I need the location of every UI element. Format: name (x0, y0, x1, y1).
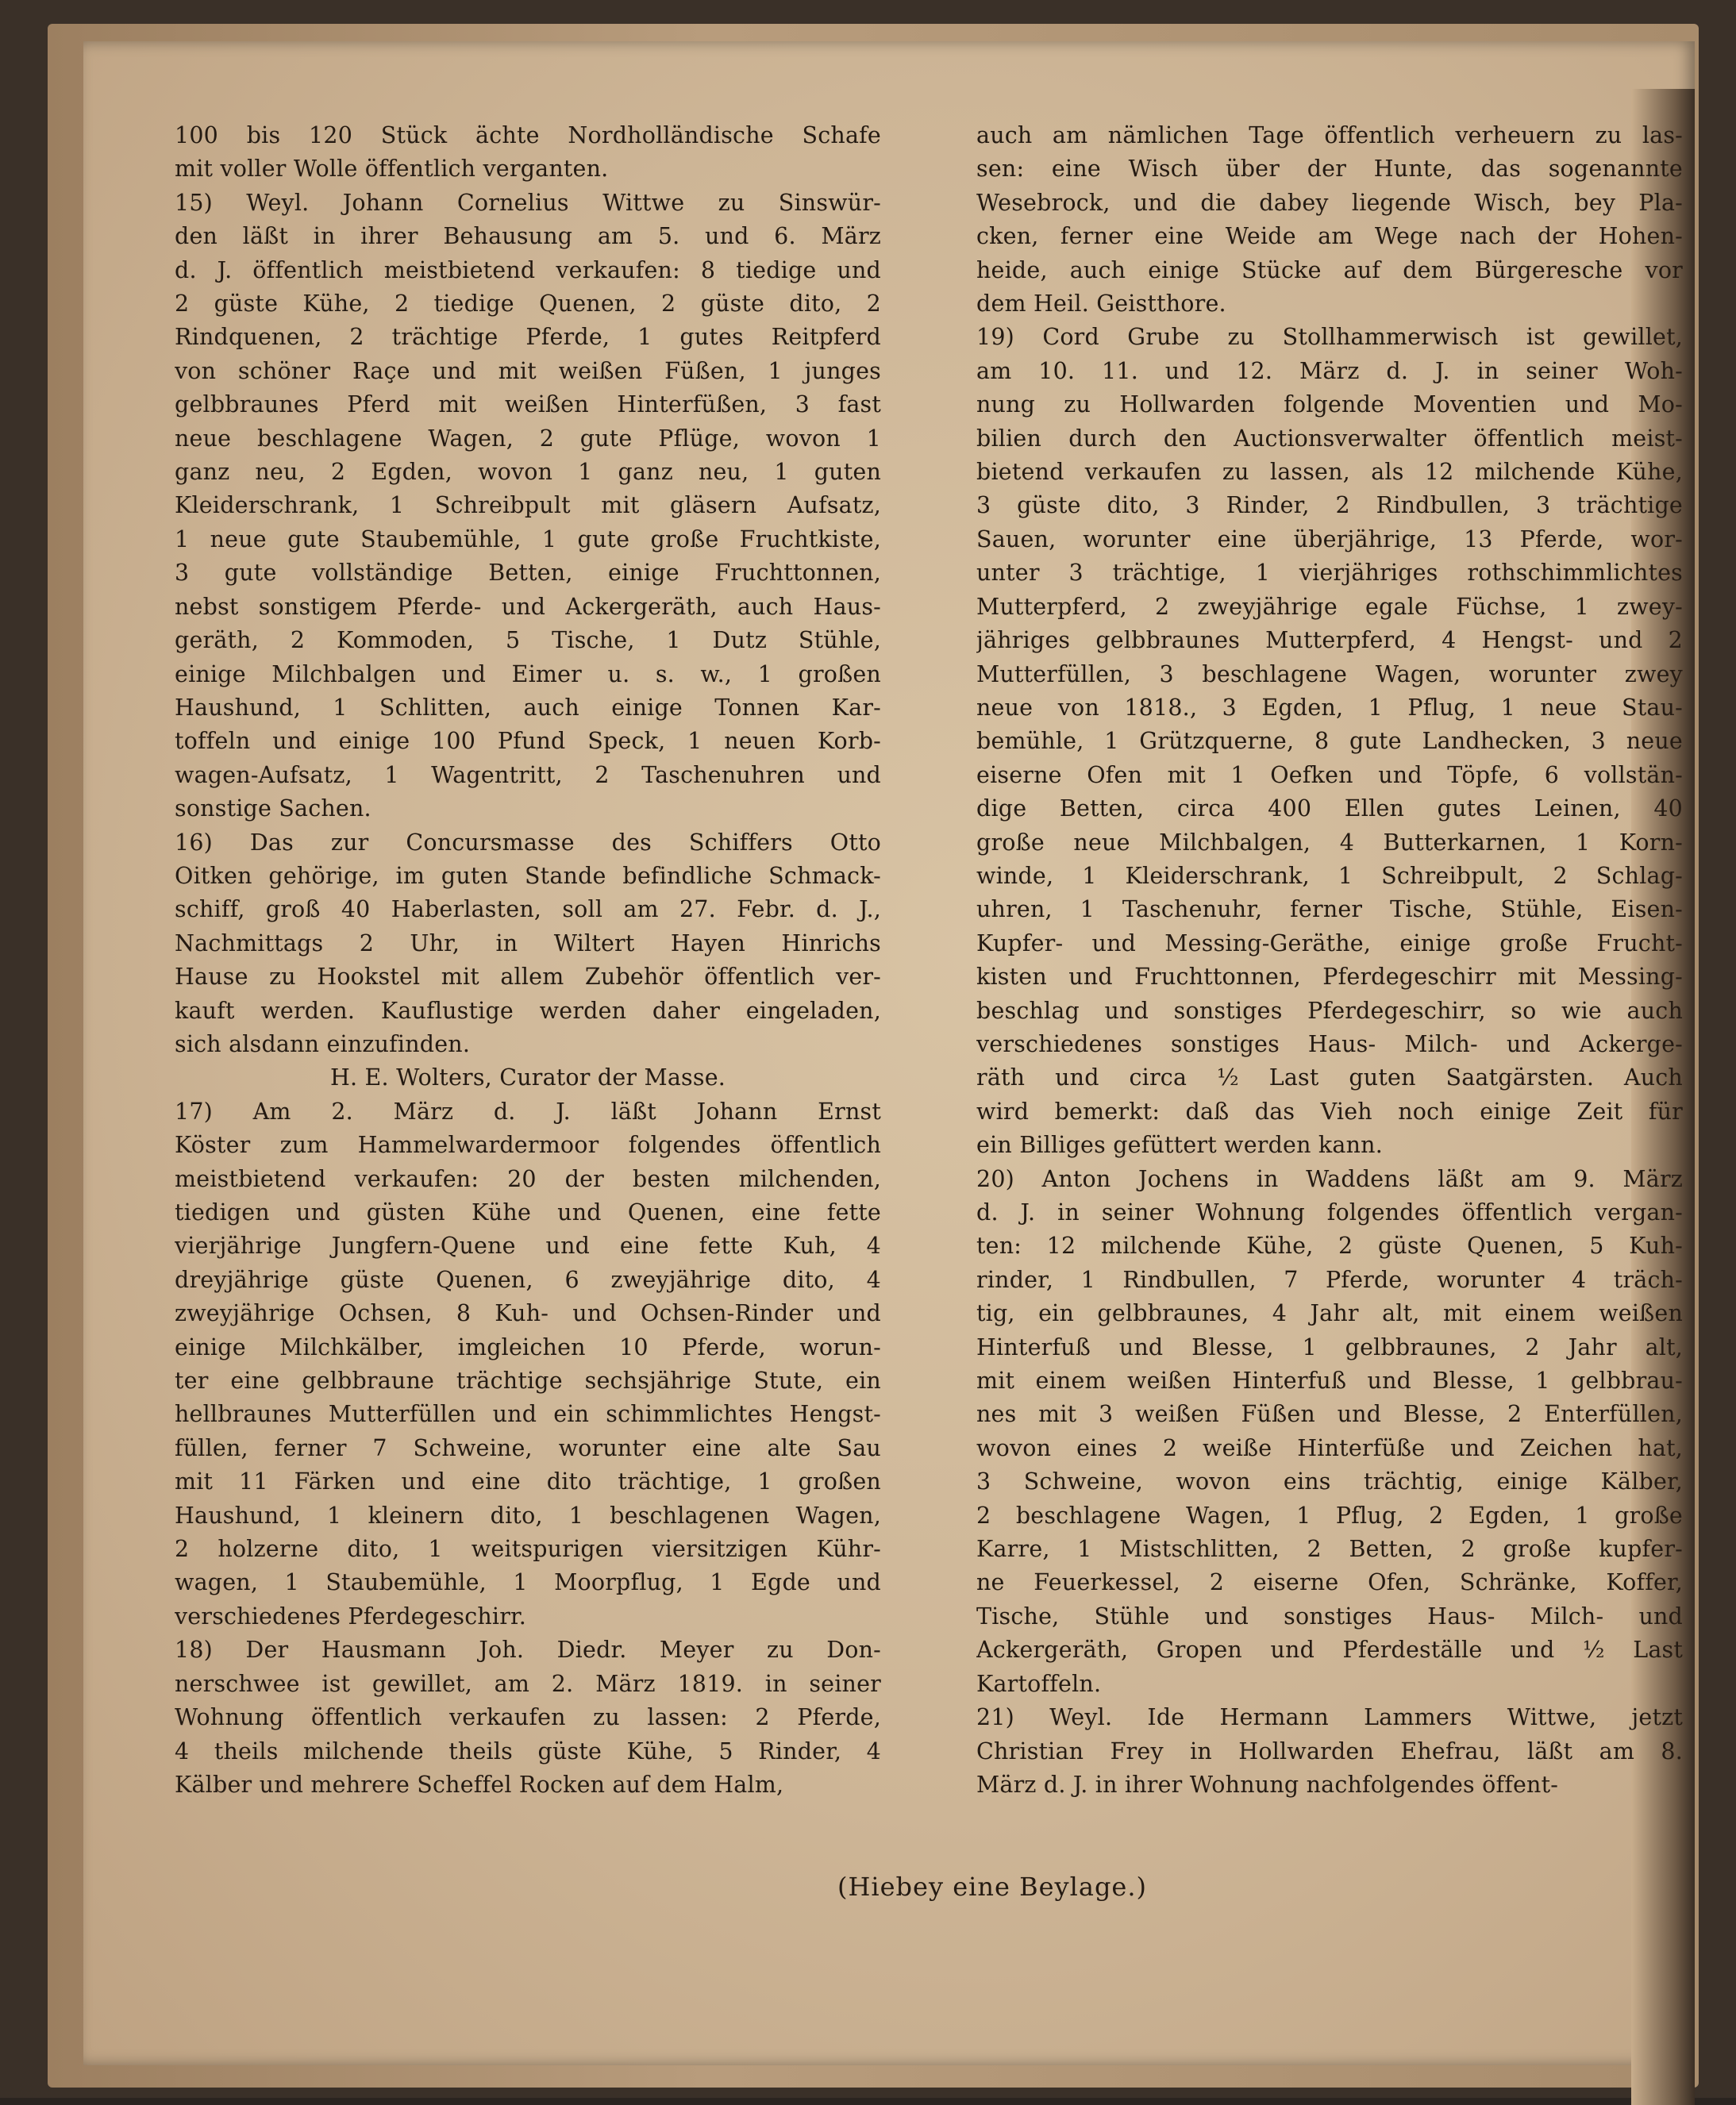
text-line: 20) Anton Jochens in Waddens läßt am 9. März (976, 1165, 1683, 1192)
left-text-column (175, 119, 881, 1802)
text-line: Kleiderschrank, 1 Schreibpult mit gläsern Aufsatz, (175, 492, 881, 519)
text-line: 21) Weyl. Ide Hermann Lammers Wittwe, jetzt (976, 1704, 1683, 1731)
text-line: dreyjährige güste Quenen, 6 zweyjährige dito, 4 (175, 1266, 881, 1293)
text-line: neue von 1818., 3 Egden, 1 Pflug, 1 neue Stau- (976, 694, 1683, 721)
text-line: von schöner Raçe und mit weißen Füßen, 1 junges (175, 357, 881, 384)
text-line: Mutterfüllen, 3 beschlagene Wagen, worunter zwey (976, 660, 1683, 687)
text-line: Kupfer- und Messing-Geräthe, einige große Frucht- (976, 929, 1683, 956)
text-line: wagen, 1 Staubemühle, 1 Moorpflug, 1 Egde und (175, 1569, 881, 1596)
text-line: heide, auch einige Stücke auf dem Bürgeresche vor (976, 256, 1683, 283)
text-line: Mutterpferd, 2 zweyjährige egale Füchse, 1 zwey- (976, 593, 1683, 620)
text-line: 3 gute vollständige Betten, einige Fruchttonnen, (175, 560, 881, 587)
text-line: wagen-Aufsatz, 1 Wagentritt, 2 Taschenuhren und (175, 761, 881, 788)
text-line: gelbbraunes Pferd mit weißen Hinterfüßen, 3 fast (175, 391, 881, 418)
text-line: Ackergeräth, Gropen und Pferdeställe und ½ Last (976, 1637, 1683, 1664)
text-line: 2 holzerne dito, 1 weitspurigen viersitzigen Kühr- (175, 1536, 881, 1563)
text-line: große neue Milchbalgen, 4 Butterkarnen, 1 Korn- (976, 829, 1683, 856)
text-line: mit 11 Färken und eine dito trächtige, 1 großen (175, 1468, 881, 1495)
text-line: Hause zu Hookstel mit allem Zubehör öffentlich ver- (175, 964, 881, 991)
text-line: cken, ferner eine Weide am Wege nach der Hohen- (976, 223, 1683, 250)
text-line: Hinterfuß und Blesse, 1 gelbbraunes, 2 Jahr alt, (976, 1333, 1683, 1360)
text-line: 2 güste Kühe, 2 tiedige Quenen, 2 güste dito, 2 (175, 291, 881, 317)
text-line: am 10. 11. und 12. März d. J. in seiner Woh- (976, 357, 1683, 384)
text-line: nung zu Hollwarden folgende Moventien und Mo- (976, 391, 1683, 418)
text-line: verschiedenes Pferdegeschirr. (175, 1603, 526, 1630)
text-line: jähriges gelbbraunes Mutterpferd, 4 Hengst- und 2 (976, 627, 1683, 654)
text-line: Sauen, worunter eine überjährige, 13 Pferde, wor- (976, 525, 1683, 552)
text-line: Kartoffeln. (976, 1670, 1102, 1697)
text-line: 1 neue gute Staubemühle, 1 gute große Fruchtkiste, (175, 525, 881, 552)
text-line: tig, ein gelbbraunes, 4 Jahr alt, mit einem weißen (976, 1300, 1683, 1327)
text-line: füllen, ferner 7 Schweine, worunter eine alte Sau (175, 1434, 881, 1461)
text-line: mit voller Wolle öffentlich verganten. (175, 156, 609, 183)
text-line: schiff, groß 40 Haberlasten, soll am 27. Febr. d. J., (175, 896, 881, 923)
text-line: rinder, 1 Rindbullen, 7 Pferde, worunter 4 träch- (976, 1266, 1683, 1293)
text-line: wird bemerkt: daß das Vieh noch einige Zeit für (976, 1098, 1683, 1125)
text-line: Wohnung öffentlich verkaufen zu lassen: 2 Pferde, (175, 1704, 881, 1731)
text-line: d. J. öffentlich meistbietend verkaufen: 8 tiedige und (175, 256, 881, 283)
text-line: 17) Am 2. März d. J. läßt Johann Ernst (175, 1098, 881, 1125)
text-line: meistbietend verkaufen: 20 der besten milchenden, (175, 1165, 881, 1192)
supplement-note: (Hiebey eine Beylage.) (837, 1872, 1148, 1902)
text-line: 2 beschlagene Wagen, 1 Pflug, 2 Egden, 1 große (976, 1502, 1683, 1529)
text-line: Oitken gehörige, im guten Stande befindliche Schmack- (175, 862, 881, 889)
text-line: neue beschlagene Wagen, 2 gute Pflüge, wovon 1 (175, 425, 881, 452)
text-line: mit einem weißen Hinterfuß und Blesse, 1 gelbbrau- (976, 1368, 1683, 1395)
text-line: 3 Schweine, wovon eins trächtig, einige Kälber, (976, 1468, 1683, 1495)
text-line: 19) Cord Grube zu Stollhammerwisch ist gewillet, (976, 324, 1683, 351)
text-line: d. J. in seiner Wohnung folgendes öffentlich vergan- (976, 1199, 1683, 1226)
text-line: ten: 12 milchende Kühe, 2 güste Quenen, 5 Kuh- (976, 1233, 1683, 1260)
text-line: Nachmittags 2 Uhr, in Wiltert Hayen Hinrichs (175, 929, 881, 956)
text-line: 3 güste dito, 3 Rinder, 2 Rindbullen, 3 trächtige (976, 492, 1683, 519)
text-line: vierjährige Jungfern-Quene und eine fette Kuh, 4 (175, 1233, 881, 1260)
text-line: 4 theils milchende theils güste Kühe, 5 Rinder, 4 (175, 1737, 881, 1764)
text-line: ne Feuerkessel, 2 eiserne Ofen, Schränke, Koffer, (976, 1569, 1683, 1596)
text-line: Rindquenen, 2 trächtige Pferde, 1 gutes Reitpferd (175, 324, 881, 351)
text-line: beschlag und sonstiges Pferdegeschirr, so wie auch (976, 997, 1683, 1024)
right-text-column (976, 119, 1683, 1802)
text-line: ter eine gelbbraune trächtige sechsjährige Stute, ein (175, 1368, 881, 1395)
text-line: Haushund, 1 Schlitten, auch einige Tonnen Kar- (175, 694, 881, 721)
text-line: Christian Frey in Hollwarden Ehefrau, läßt am 8. (976, 1737, 1683, 1764)
text-line: hellbraunes Mutterfüllen und ein schimmlichtes Hengst- (175, 1401, 881, 1428)
text-line: Tische, Stühle und sonstiges Haus- Milch- und (976, 1603, 1683, 1630)
text-line: einige Milchkälber, imgleichen 10 Pferde, worun- (175, 1333, 881, 1360)
text-line: Kälber und mehrere Scheffel Rocken auf dem Halm, (175, 1771, 784, 1798)
text-line: dem Heil. Geistthore. (976, 291, 1226, 317)
text-line: Karre, 1 Mistschlitten, 2 Betten, 2 große kupfer- (976, 1536, 1683, 1563)
text-line: Wesebrock, und die dabey liegende Wisch, bey Pla- (976, 189, 1683, 216)
text-line: auch am nämlichen Tage öffentlich verheuern zu las- (976, 122, 1683, 148)
text-line: 100 bis 120 Stück ächte Nordholländische Schafe (175, 122, 881, 148)
text-line: toffeln und einige 100 Pfund Speck, 1 neuen Korb- (175, 728, 881, 755)
text-line: räth und circa ½ Last guten Saatgärsten. Auch (976, 1064, 1683, 1091)
text-line: ein Billiges gefüttert werden kann. (976, 1132, 1383, 1159)
text-line: nebst sonstigem Pferde- und Ackergeräth, auch Haus- (175, 593, 881, 620)
text-line: bilien durch den Auctionsverwalter öffentlich meist- (976, 425, 1683, 452)
text-line: kisten und Fruchttonnen, Pferdegeschirr mit Messing- (976, 964, 1683, 991)
text-line: uhren, 1 Taschenuhr, ferner Tische, Stühle, Eisen- (976, 896, 1683, 923)
text-line: sich alsdann einzufinden. (175, 1030, 471, 1057)
text-line: bietend verkaufen zu lassen, als 12 milchende Kühe, (976, 459, 1683, 486)
text-line: den läßt in ihrer Behausung am 5. und 6. März (175, 223, 881, 250)
text-line: kauft werden. Kauflustige werden daher eingeladen, (175, 997, 881, 1024)
text-line: zweyjährige Ochsen, 8 Kuh- und Ochsen-Rinder und (175, 1300, 881, 1327)
text-line: einige Milchbalgen und Eimer u. s. w., 1 großen (175, 660, 881, 687)
text-line: Haushund, 1 kleinern dito, 1 beschlagenen Wagen, (175, 1502, 881, 1529)
text-line: März d. J. in ihrer Wohnung nachfolgendes öffent- (976, 1771, 1559, 1798)
text-line: tiedigen und güsten Kühe und Quenen, eine fette (175, 1199, 881, 1226)
text-line: sonstige Sachen. (175, 795, 371, 822)
text-line: verschiedenes sonstiges Haus- Milch- und Ackerge- (976, 1030, 1683, 1057)
text-line: H. E. Wolters, Curator der Masse. (329, 1064, 726, 1091)
text-line: winde, 1 Kleiderschrank, 1 Schreibpult, 2 Schlag- (976, 862, 1683, 889)
text-line: ganz neu, 2 Egden, wovon 1 ganz neu, 1 guten (175, 459, 881, 486)
text-line: Köster zum Hammelwardermoor folgendes öffentlich (175, 1132, 881, 1159)
text-line: unter 3 trächtige, 1 vierjähriges rothschimmlichtes (976, 560, 1683, 587)
text-line: dige Betten, circa 400 Ellen gutes Leinen, 40 (976, 795, 1683, 822)
text-line: eiserne Ofen mit 1 Oefken und Töpfe, 6 vollstän- (976, 761, 1683, 788)
text-line: bemühle, 1 Grützquerne, 8 gute Landhecken, 3 neue (976, 728, 1683, 755)
text-line: 18) Der Hausmann Joh. Diedr. Meyer zu Don- (175, 1637, 881, 1664)
text-line: sen: eine Wisch über der Hunte, das sogenannte (976, 156, 1683, 183)
text-line: geräth, 2 Kommoden, 5 Tische, 1 Dutz Stühle, (175, 627, 881, 654)
text-line: nes mit 3 weißen Füßen und Blesse, 2 Enterfüllen, (976, 1401, 1683, 1428)
text-line: wovon eines 2 weiße Hinterfüße und Zeichen hat, (976, 1434, 1683, 1461)
text-line: nerschwee ist gewillet, am 2. März 1819. in seiner (175, 1670, 881, 1697)
text-line: 16) Das zur Concursmasse des Schiffers Otto (175, 829, 881, 856)
text-line: 15) Weyl. Johann Cornelius Wittwe zu Sinswür- (175, 189, 881, 216)
